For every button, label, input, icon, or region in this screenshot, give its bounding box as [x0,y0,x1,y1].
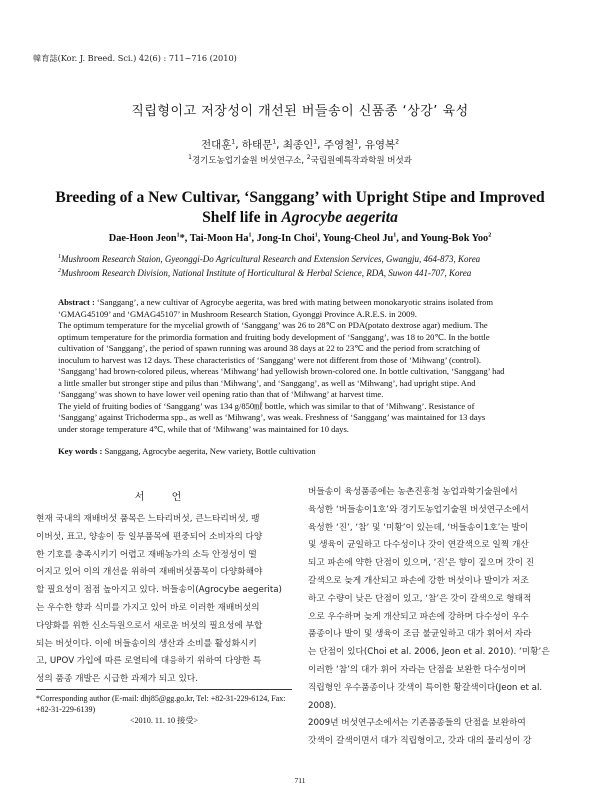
abstract-line [58,297,546,309]
author-superscript: 1 [313,138,318,146]
abstract [58,297,546,435]
body-line: 버들송이 육성품종에는 농촌진흥청 농업과학기술원에서 [308,487,518,497]
english-authors [0,233,600,244]
body-line: 이러한 ‘참’의 대가 휘어 자라는 단점을 보완한 다수성이며 [308,664,526,675]
english-affiliation-2 [58,268,548,278]
abstract-line: ‘Sanggang’ was shown to have lower veil opening ratio than that of ‘Mihwang’ at harvest time. [58,389,384,399]
affiliation-superscript: 1 [188,154,192,162]
body-line: 다양화를 위한 신소득원으로서 새로운 버섯의 필요성에 부합 [36,620,263,631]
body-line: 되고 파손에 약한 단점이 있으며, ‘진’은 향이 짙으며 갓이 진 [308,558,535,569]
body-line: 할 필요성이 점점 높아지고 있다. 버들송이(Agrocybe aegerita) [36,585,282,596]
affiliation-superscript: 2 [58,268,61,274]
species-name: Agrocybe aegerita [281,209,398,226]
body-line: 육성한 ‘진’, ‘참’ 및 ‘미황’이 있는데, ‘버들송이1호’는 발이 [308,522,529,533]
body-line: 으로 우수하며 늦게 개산되고 파손에 강하며 다수성이 우수 [308,611,529,622]
korean-author: 하태문 [241,139,273,151]
body-line: 고, UPOV 가입에 따른 로열티에 대응하기 위하여 다양한 특 [36,656,262,667]
english-author: Jong-In Choi [256,233,315,244]
korean-authors: 전대훈$^1$, 하태문$^1$, 최종인$^1$, 주영철$^1$, 유영복$^2$ [200,138,400,151]
body-line: 2008). [308,700,337,711]
page-number: 711 [294,776,306,785]
corresponding-author-footnote: *Corresponding author (E-mail: dhj85@gg.go.kr, Tel: +82-31-229-6124, Fax: +82-31-229-6139) [36,694,286,714]
abstract-label: Abstract : [58,297,95,307]
affiliation-superscript: 1 [58,254,61,260]
english-author: Dae-Hoon Jeon [108,233,177,244]
body-line: 성의 품종 개발은 시급한 과제가 되고 있다. [36,674,198,685]
author-separator: *, [179,233,190,244]
author-separator: , [317,233,323,244]
body-line: 는 우수한 향과 식미를 가지고 있어 바로 이러한 재배버섯의 [36,602,260,613]
body-line: 육성한 ‘버들송이1호’와 경기도농업기술원 버섯연구소에서 [308,504,529,515]
keywords-label: Key words : [58,446,103,456]
author-superscript: 1 [231,138,236,146]
korean-author: 주영철 [323,139,355,151]
korean-author: 유영복 [364,139,396,151]
body-line: 품종이나 발이 및 생육이 조금 불균일하고 대가 휘어서 자라 [308,629,532,640]
korean-author: 최종인 [282,139,314,151]
korean-affiliation: 경기도농업기술원 버섯연구소, [191,156,307,166]
korean-author: 전대훈 [200,139,232,151]
author-separator: , and [396,233,421,244]
english-author: Young-Cheol Ju [322,233,394,244]
english-title-text: Shelf life in [202,209,282,226]
english-title-line: Breeding of a New Cultivar, ‘Sanggang’ with Upright Stipe and Improved [55,189,545,206]
korean-affiliation: 국립원예특작과학원 버섯과 [310,156,412,166]
korean-affiliations [0,154,600,166]
abstract-text: ‘Sanggang’, a new cultivar of Agrocybe aegerita, was bred with mating between monokaryotic strains isolated from [94,297,494,307]
abstract-line: a little smaller but stronger stipe and pilus than ‘Mihwang’, and ‘Sanggang’, as well as ‘Mihwang’, had upright stipe. And [58,377,476,388]
author-superscript: 1 [354,138,359,146]
abstract-line: The yield of fruiting bodies of ‘Sanggang’ was 134 g/850㎖ bottle, which was similar to that of ‘Mihwang’. Resistance of [58,400,475,411]
affiliation-text: Mushroom Research Staion, Gyeonggi-Do Agricultural Research and Extension Services, Gwangju, 464-873, Korea [61,254,481,264]
author-separator: , [251,233,257,244]
journal-citation: 韓育誌(Kor. J. Breed. Sci.) 42(6) : 711~716 (2010) [33,53,237,63]
body-line: 갓색이 갈색이면서 대가 직립형이고, 갓과 대의 물리성이 강 [308,736,532,747]
author-superscript: 2 [488,232,492,239]
keywords-text: Sanggang, Agrocybe aegerita, New variety, Bottle cultivation [102,446,316,456]
english-author: Tai-Moon Ha [189,233,249,244]
footnote-divider [36,689,292,690]
introduction-heading: 서 언 [134,492,194,503]
body-line: 되는 버섯이다. 이에 버들송이의 생산과 소비를 활성화시키 [36,638,257,649]
english-title [40,188,560,228]
right-column [308,484,564,751]
abstract-line: ‘Sanggang’ against Trichoderma spp., as well as ‘Mihwang’, was weak. Freshness of ‘Sanggang’ was maintained for 13 days [58,412,486,422]
body-line: 직립형인 우수품종이나 갓색이 특이한 황갈색이다(Jeon et al. [308,682,543,693]
body-line: 갈색으로 늦게 개산되고 파손에 강한 버섯이나 발이가 저조 [308,575,529,586]
author-superscript: 1 [393,232,397,239]
body-line: 및 생육이 균일하고 다수성이나 갓이 연갈색으로 일찍 개산 [308,540,529,551]
english-title-line [40,208,560,228]
english-affiliation-1 [58,254,548,264]
abstract-line: ‘Sanggang’ had brown-colored pileus, whereas ‘Mihwang’ had yellowish brown-colored one. In bottle cultivation, ‘Sanggang’ had [58,366,505,376]
keywords [58,446,546,456]
body-line: 어지고 있어 이의 개선을 위하여 재배버섯품목이 다양화해야 [36,567,263,578]
received-date: <2010. 11. 10 接受> [129,716,199,725]
affiliation-superscript: 2 [306,154,311,162]
affiliation-text: Mushroom Research Division, National Institute of Horticultural & Herbal Science, RDA, Suwon 441-707, Korea [61,268,472,278]
body-line: 이버섯, 표고, 양송이 등 일부품목에 편중되어 소비자의 다양 [36,531,263,542]
body-line: 2009년 버섯연구소에서는 기존품종들의 단점을 보완하여 [308,718,526,729]
author-superscript: 1 [314,232,318,239]
body-line: 하고 수량이 낮은 단점이 있고, ‘참’은 갓이 갈색으로 형태적 [308,593,532,604]
author-superscript: 2 [395,138,400,146]
abstract-line: cultivation of ‘Sanggang’, the period of spawn running was around 38 days at 22 to 23℃ and the period from scratching of [58,343,481,353]
body-line: 는 단점이 있다(Choi et al. 2006, Jeon et al. 2010). ‘미황’은 [308,647,550,658]
korean-title: 직립형이고 저장성이 개선된 버들송이 신품종 ‘상강’ 육성 [131,104,469,119]
abstract-line: The optimum temperature for the mycelial growth of ‘Sanggang’ was 26 to 28℃ on PDA(potato dextrose agar) medium. The [58,320,488,330]
abstract-line: under storage temperature 4℃, while that of ‘Mihwang’ was maintained for 10 days. [58,423,349,434]
body-line: 한 기호를 충족시키기 어렵고 재배농가의 소득 안정성이 떨 [36,549,257,560]
abstract-line: optimum temperature for the primordia formation and fruiting body development of ‘Sanggang’, was 18 to 20℃. In the bottle [58,331,490,342]
author-superscript: 1 [176,232,180,239]
left-column [36,511,292,689]
english-author: Young-Bok Yoo [420,233,489,244]
author-superscript: 1 [248,232,252,239]
abstract-line: ‘GMAG45109’ and ‘GMAG45107’ in Mushroom Research Station, Gyonggi Province A.R.E.S. in 2009. [58,308,417,319]
abstract-line: inoculum to harvest was 12 days. These characteristics of ‘Sanggang’ were not different from those of ‘Mihwang’ (control). [58,354,482,365]
author-superscript: 1 [272,138,277,146]
body-line: 현재 국내의 재배버섯 품목은 느타리버섯, 큰느타리버섯, 팽 [36,514,260,524]
